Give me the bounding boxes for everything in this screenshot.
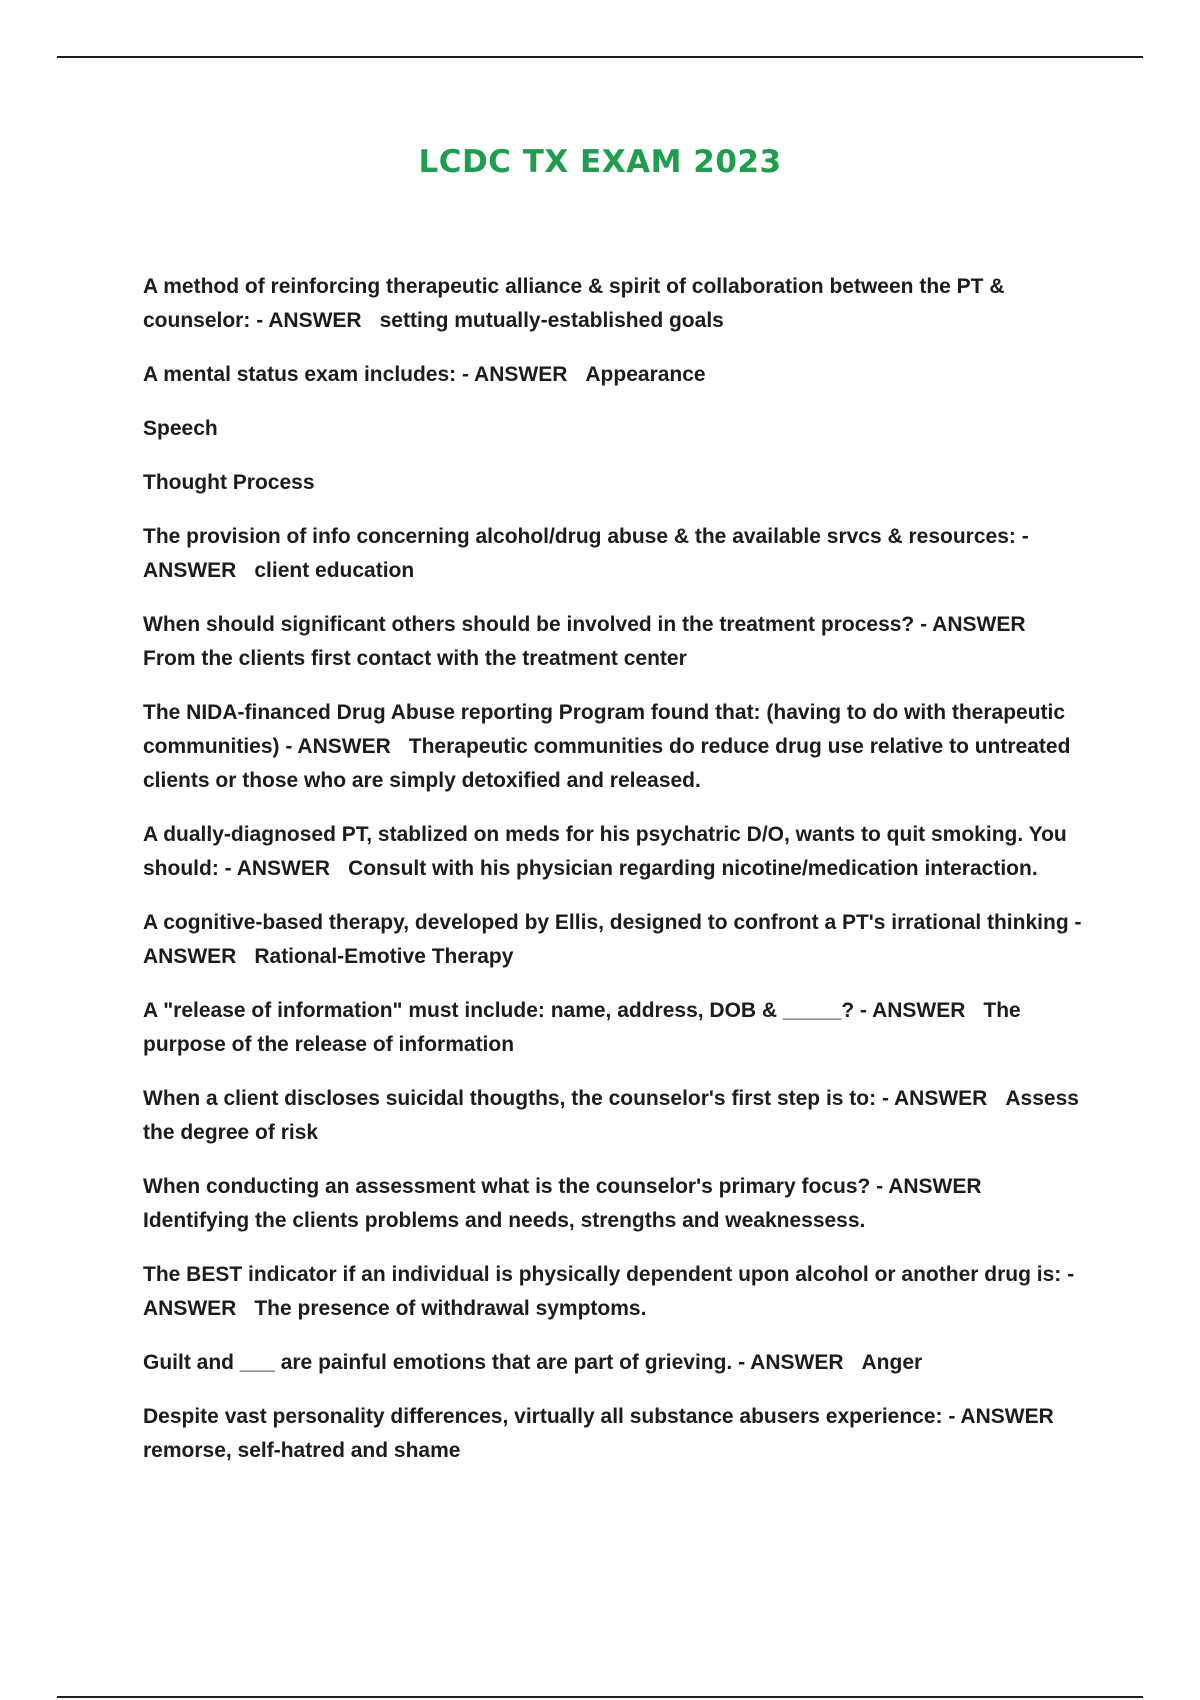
question-text: The provision of info concerning alcohol/drug abuse & the available srvcs & resources: — [143, 525, 1016, 548]
answer-text: remorse, self-hatred and shame — [143, 1439, 461, 1462]
answer-marker: - ANSWER — [143, 525, 1029, 582]
qa-item — [143, 1346, 1093, 1380]
answer-marker: - ANSWER — [860, 999, 966, 1022]
question-text: A method of reinforcing therapeutic alliance & spirit of collaboration between the PT & counselor: — [143, 275, 1005, 332]
answer-text: From the clients first contact with the treatment center — [143, 647, 687, 670]
top-divider — [57, 56, 1143, 58]
qa-list — [143, 270, 1093, 1488]
qa-item — [143, 1170, 1093, 1238]
answer-marker: - ANSWER — [256, 309, 362, 332]
answer-marker: - ANSWER — [462, 363, 568, 386]
answer-marker: - ANSWER — [224, 857, 331, 880]
answer-text: The presence of withdrawal symptoms. — [254, 1297, 647, 1320]
qa-item — [143, 520, 1093, 588]
answer-text: Assess the degree of risk — [143, 1087, 1079, 1144]
question-text: A mental status exam includes: — [143, 363, 457, 386]
answer-continuation: Thought Process — [143, 471, 315, 494]
qa-item — [143, 1258, 1093, 1326]
answer-text: Rational-Emotive Therapy — [254, 945, 514, 968]
answer-marker: - ANSWER — [920, 613, 1026, 636]
question-text: A cognitive-based therapy, developed by Ellis, designed to confront a PT's irrational thinking — [143, 911, 1069, 934]
answer-text: Identifying the clients problems and needs, strengths and weaknessess. — [143, 1209, 866, 1232]
qa-item — [143, 906, 1093, 974]
question-text: Guilt and ___ are painful emotions that are part of grieving. — [143, 1351, 733, 1374]
qa-item — [143, 818, 1093, 886]
answer-text: Appearance — [585, 363, 706, 386]
answer-text: Anger — [861, 1351, 923, 1374]
answer-text: The purpose of the release of information — [143, 999, 1021, 1056]
page-title: LCDC TX EXAM 2023 — [418, 144, 782, 180]
question-text: When a client discloses suicidal thougths, the counselor's first step is to: — [143, 1087, 877, 1110]
qa-item — [143, 608, 1093, 676]
qa-item — [143, 994, 1093, 1062]
qa-item — [143, 696, 1093, 798]
qa-item — [143, 270, 1093, 338]
question-text: The NIDA-financed Drug Abuse reporting Program found that: (having to do with therapeutic communities) — [143, 701, 1066, 758]
answer-marker: - ANSWER — [876, 1175, 982, 1198]
qa-item — [143, 1400, 1093, 1468]
answer-marker: - ANSWER — [948, 1405, 1054, 1428]
question-text: When should significant others should be involved in the treatment process? — [143, 613, 915, 636]
question-text: Despite vast personality differences, virtually all substance abusers experience: — [143, 1405, 943, 1428]
answer-text: setting mutually-established goals — [379, 309, 724, 332]
question-text: The BEST indicator if an individual is physically dependent upon alcohol or another drug is: — [143, 1263, 1062, 1286]
answer-text: Therapeutic communities do reduce drug use relative to untreated clients or those who are simply detoxified and released. — [143, 735, 1071, 792]
answer-marker: - ANSWER — [881, 1087, 988, 1110]
qa-item — [143, 1082, 1093, 1150]
answer-text: client education — [254, 559, 415, 582]
answer-continuation: Speech — [143, 417, 218, 440]
answer-marker: - ANSWER — [143, 911, 1082, 968]
question-text: When conducting an assessment what is the counselor's primary focus? — [143, 1175, 871, 1198]
answer-text: Consult with his physician regarding nicotine/medication interaction. — [348, 857, 1038, 880]
question-text: A "release of information" must include: name, address, DOB & _____? — [143, 999, 855, 1022]
bottom-divider — [57, 1696, 1143, 1698]
answer-marker: - ANSWER — [143, 1263, 1075, 1320]
qa-item — [143, 358, 1093, 392]
answer-marker: - ANSWER — [285, 735, 391, 758]
answer-marker: - ANSWER — [738, 1351, 844, 1374]
question-text: A dually-diagnosed PT, stablized on meds for his psychatric D/O, wants to quit smoking. You should: — [143, 823, 1067, 880]
